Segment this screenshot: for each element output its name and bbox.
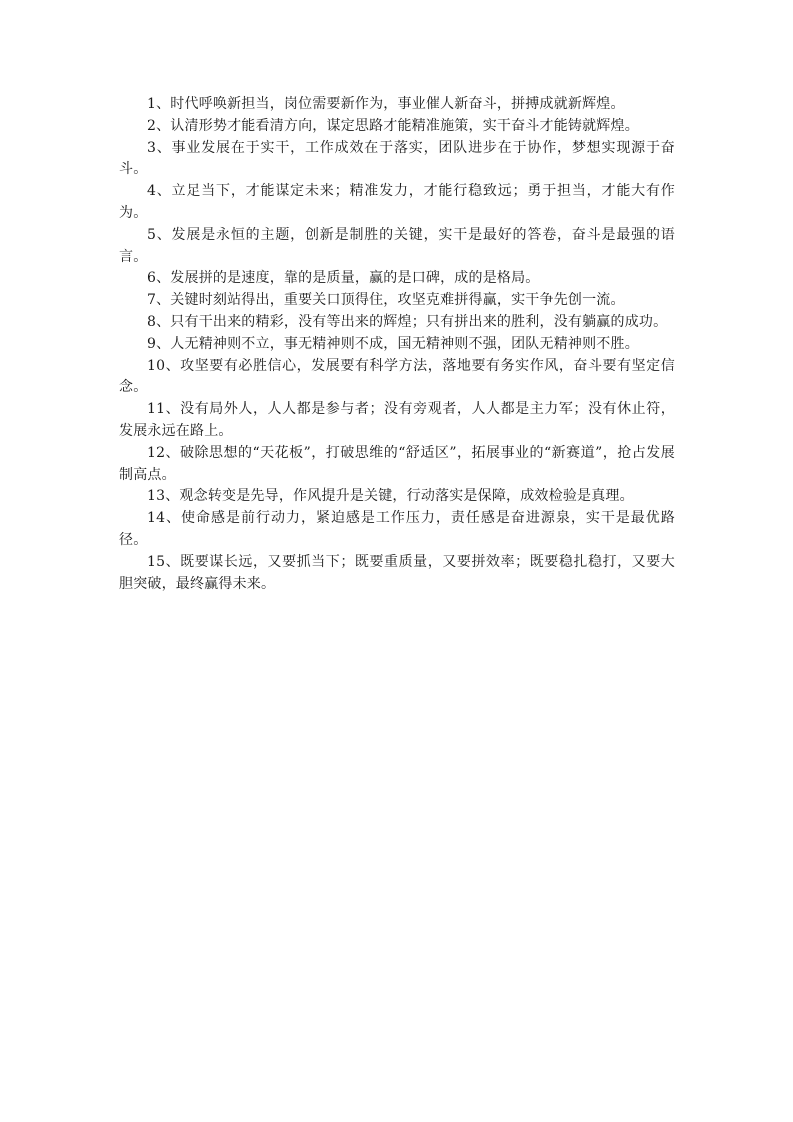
- paragraph-9: 9、人无精神则不立，事无精神则不成，国无精神则不强，团队无精神则不胜。: [147, 335, 639, 352]
- paragraph-10: 10、攻坚要有必胜信心，发展要有科学方法，落地要有务实作风，奋斗要有坚定信念。: [119, 357, 675, 396]
- paragraph-2: 2、认清形势才能看清方向，谋定思路才能精准施策，实干奋斗才能铸就辉煌。: [147, 117, 639, 134]
- paragraph-12: 12、破除思想的“天花板”，打破思维的“舒适区”，拓展事业的“新赛道”，抢占发展制高点。: [119, 444, 675, 483]
- paragraph-3: 3、事业发展在于实干，工作成效在于落实，团队进步在于协作，梦想实现源于奋斗。: [119, 139, 675, 178]
- paragraph-13: 13、观念转变是先导，作风提升是关键，行动落实是保障，成效检验是真理。: [147, 488, 634, 505]
- paragraph-1: 1、时代呼唤新担当，岗位需要新作为，事业催人新奋斗，拼搏成就新辉煌。: [147, 96, 625, 112]
- paragraph-7: 7、关键时刻站得出，重要关口顶得住，攻坚克难拼得赢，实干争先创一流。: [147, 292, 625, 309]
- paragraph-8: 8、只有干出来的精彩，没有等出来的辉煌；只有拼出来的胜利，没有躺赢的成功。: [147, 313, 668, 330]
- paragraph-14: 14、使命感是前行动力，紧迫感是工作压力，责任感是奋进源泉，实干是最优路径。: [119, 510, 675, 548]
- paragraph-6: 6、发展拼的是速度，靠的是质量，赢的是口碑，成的是格局。: [147, 270, 540, 287]
- paragraph-5: 5、发展是永恒的主题，创新是制胜的关键，实干是最好的答卷，奋斗是最强的语言。: [119, 226, 675, 265]
- paragraph-4: 4、立足当下，才能谋定未来；精准发力，才能行稳致远；勇于担当，才能大有作为。: [119, 183, 675, 221]
- document-body: [119, 94, 675, 595]
- paragraph-15: 15、既要谋长远，又要抓当下；既要重质量，又要拼效率；既要稳扎稳打，又要大胆突破，最终赢得未来。: [119, 553, 675, 592]
- paragraph-11: 11、没有局外人，人人都是参与者；没有旁观者，人人都是主力军；没有休止符，发展永远在路上。: [119, 401, 675, 439]
